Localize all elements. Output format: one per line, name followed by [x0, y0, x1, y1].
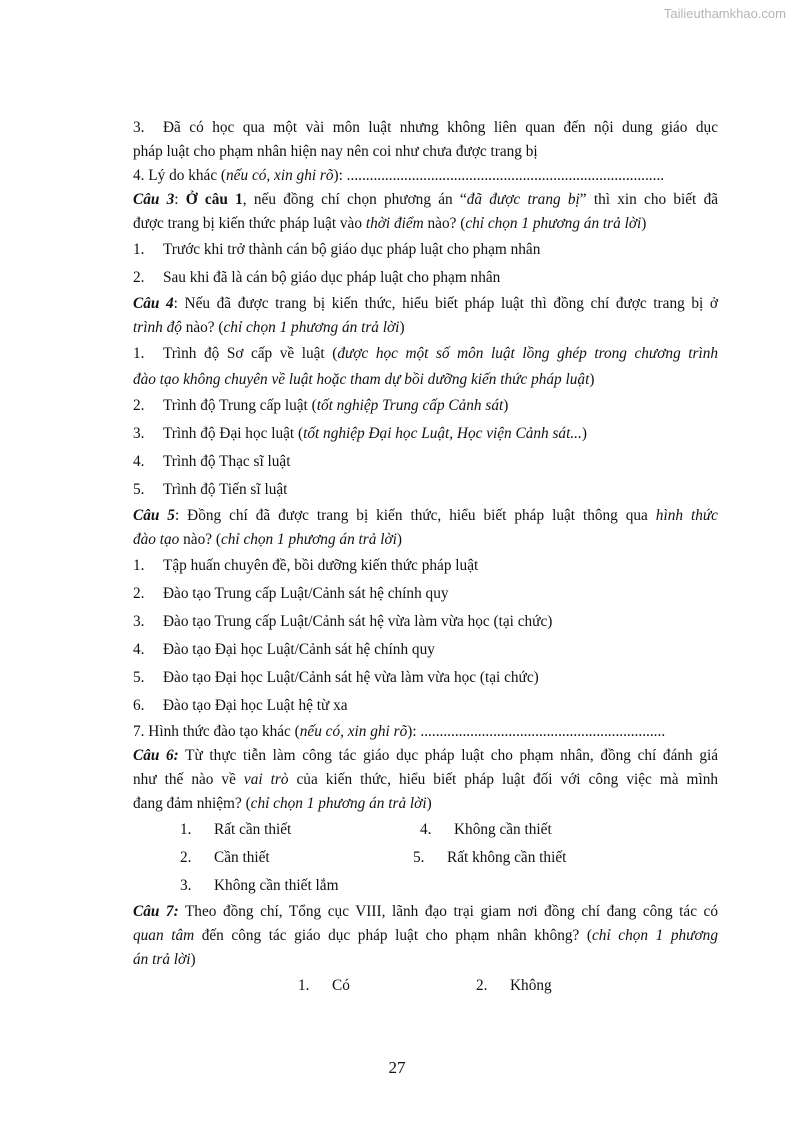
- option-number: 5.: [133, 481, 145, 498]
- option-number: 1.: [133, 557, 145, 574]
- text: quan tâm: [133, 927, 195, 944]
- option-text: Có: [332, 977, 350, 994]
- option-number: 2.: [180, 849, 192, 866]
- q2-option-3: [133, 116, 718, 140]
- q4-option-4: [133, 448, 718, 476]
- q6-option-4: [420, 816, 552, 844]
- option-text: Đào tạo Đại học Luật hệ từ xa: [163, 697, 348, 714]
- q7-options-row: [133, 972, 718, 1000]
- q6-option-2: [180, 844, 270, 872]
- text: 4. Lý do khác (: [133, 167, 227, 184]
- text: :: [174, 191, 186, 208]
- note: nếu có, xin ghi rõ: [299, 723, 408, 740]
- text: Ở câu 1: [185, 191, 243, 208]
- q4-option-2: [133, 392, 718, 420]
- text: chỉ chọn 1 phương án trả lời: [223, 319, 400, 336]
- option-text: Không: [510, 977, 552, 994]
- q7-question: [133, 900, 718, 924]
- text: trình độ: [133, 319, 182, 336]
- text: Từ thực tiễn làm công tác giáo dục pháp luật cho phạm nhân, đồng chí đánh giá: [178, 747, 719, 764]
- text: 7. Hình thức đào tạo khác (: [133, 723, 300, 740]
- document-body: [133, 116, 718, 1000]
- option-text: Đã có học qua một vài môn luật nhưng không liên quan đến nội dung giáo dục: [163, 119, 718, 136]
- q5-option-5: [133, 664, 718, 692]
- q4-question: [133, 292, 718, 316]
- q4-option-1: [133, 340, 718, 368]
- option-text: Trình độ Tiến sĩ luật: [163, 481, 288, 498]
- text: ): [399, 319, 405, 336]
- text: ): [426, 795, 432, 812]
- q7-option-2: [476, 972, 552, 1000]
- option-number: 2.: [476, 977, 488, 994]
- q7-question-cont-2: [133, 948, 718, 972]
- text: : Nếu đã được trang bị kiến thức, hiểu biết pháp luật thì đồng chí được trang bị ở: [173, 295, 718, 312]
- option-number: 3.: [133, 425, 145, 442]
- option-note: tốt nghiệp Trung cấp Cảnh sát: [316, 397, 504, 414]
- option-text: Trình độ Thạc sĩ luật: [163, 453, 291, 470]
- q2-option-3-cont: [133, 140, 718, 164]
- text: , nếu đồng chí chọn phương án “: [242, 191, 467, 208]
- text: ): ................................................................: [407, 723, 666, 740]
- q5-option-3: [133, 608, 718, 636]
- text: án trả lời: [133, 951, 191, 968]
- option-text: Trình độ Trung cấp luật (: [163, 397, 317, 414]
- option-note: tốt nghiệp Đại học Luật, Học viện Cảnh sát...: [303, 425, 582, 442]
- q4-question-cont: [133, 316, 718, 340]
- option-text: Đào tạo Đại học Luật/Cảnh sát hệ vừa làm vừa học (tại chức): [163, 669, 539, 686]
- q3-option-1: [133, 236, 718, 264]
- option-text: Rất không cần thiết: [447, 849, 567, 866]
- q5-option-1: [133, 552, 718, 580]
- option-text: Trình độ Sơ cấp về luật (: [163, 345, 338, 362]
- question-label: Câu 7:: [133, 903, 179, 920]
- option-number: 1.: [133, 345, 145, 362]
- option-number: 6.: [133, 697, 145, 714]
- option-text: Không cần thiết: [454, 821, 552, 838]
- option-number: 4.: [420, 821, 432, 838]
- q5-option-4: [133, 636, 718, 664]
- text: Theo đồng chí, Tổng cục VIII, lãnh đạo trại giam nơi đồng chí đang công tác có: [178, 903, 718, 920]
- text: ): [190, 951, 196, 968]
- option-note: đào tạo không chuyên về luật hoặc tham dự bồi dưỡng kiến thức pháp luật: [133, 371, 590, 388]
- option-number: 2.: [133, 397, 145, 414]
- q5-question-cont: [133, 528, 718, 552]
- option-number: 1.: [180, 821, 192, 838]
- option-text: Sau khi đã là cán bộ giáo dục pháp luật cho phạm nhân: [163, 269, 501, 286]
- option-text: Rất cần thiết: [214, 821, 292, 838]
- text: chỉ chọn 1 phương án trả lời: [465, 215, 642, 232]
- note: nếu có, xin ghi rõ: [226, 167, 334, 184]
- text: đến công tác giáo dục pháp luật cho phạm nhân không? (: [194, 927, 593, 944]
- page-number: 27: [388, 1058, 406, 1077]
- text: của kiến thức, hiểu biết pháp luật đối với công việc mà mình: [288, 771, 718, 788]
- option-number: 1.: [298, 977, 310, 994]
- option-text: Tập huấn chuyên đề, bồi dưỡng kiến thức pháp luật: [163, 557, 479, 574]
- q6-option-1: [180, 816, 291, 844]
- text: vai trò: [243, 771, 289, 788]
- question-label: Câu 3: [133, 191, 175, 208]
- option-text: Trình độ Đại học luật (: [163, 425, 304, 442]
- option-number: 2.: [133, 269, 145, 286]
- q6-options-row-2: [133, 844, 718, 872]
- text: ): [641, 215, 647, 232]
- text: ): [581, 425, 587, 442]
- text: chỉ chọn 1 phương án trả lời: [220, 531, 397, 548]
- option-text: pháp luật cho phạm nhân hiện nay nên coi như chưa được trang bị: [133, 143, 538, 160]
- text: : Đồng chí đã được trang bị kiến thức, hiểu biết pháp luật thông qua: [174, 507, 656, 524]
- q7-option-1: [298, 972, 350, 1000]
- q5-option-7: [133, 720, 718, 744]
- text: ” thì xin cho biết đã: [579, 191, 719, 208]
- text: nào? (: [181, 319, 224, 336]
- text: ): [589, 371, 595, 388]
- option-number: 5.: [133, 669, 145, 686]
- q6-question: [133, 744, 718, 768]
- option-number: 4.: [133, 641, 145, 658]
- q4-option-1-cont: [133, 368, 718, 392]
- q3-question-cont: [133, 212, 718, 236]
- text: chỉ chọn 1 phương án trả lời: [250, 795, 427, 812]
- text: ): ...................................................................................: [333, 167, 665, 184]
- option-number: 2.: [133, 585, 145, 602]
- q5-question: [133, 504, 718, 528]
- option-note: được học một số môn luật lồng ghép trong chương trình: [337, 345, 719, 362]
- q4-option-5: [133, 476, 718, 504]
- text: đào tạo: [133, 531, 180, 548]
- q7-question-cont: [133, 924, 718, 948]
- q6-options-row-1: [133, 816, 718, 844]
- text: được trang bị kiến thức pháp luật vào: [133, 215, 366, 232]
- option-number: 3.: [133, 119, 145, 136]
- text: đang đảm nhiệm? (: [133, 795, 251, 812]
- q6-options-row-3: [133, 872, 718, 900]
- q6-question-cont-2: [133, 792, 718, 816]
- question-label: Câu 4: [133, 295, 174, 312]
- text: hình thức: [655, 507, 718, 524]
- option-text: Cần thiết: [214, 849, 270, 866]
- option-text: Đào tạo Trung cấp Luật/Cảnh sát hệ chính quy: [163, 585, 449, 602]
- text: chỉ chọn 1 phương: [592, 927, 718, 944]
- text: đã được trang bị: [466, 191, 580, 208]
- option-text: Trước khi trở thành cán bộ giáo dục pháp luật cho phạm nhân: [163, 241, 541, 258]
- text: nào? (: [179, 531, 221, 548]
- q6-option-3: [180, 872, 338, 900]
- q6-question-cont: [133, 768, 718, 792]
- option-number: 1.: [133, 241, 145, 258]
- text: nào? (: [423, 215, 466, 232]
- option-text: Không cần thiết lắm: [214, 877, 339, 894]
- question-label: Câu 6:: [133, 747, 179, 764]
- q3-question: [133, 188, 718, 212]
- text: thời điểm: [365, 215, 424, 232]
- text: ): [396, 531, 402, 548]
- text: như thế nào về: [133, 771, 244, 788]
- option-text: Đào tạo Trung cấp Luật/Cảnh sát hệ vừa làm vừa học (tại chức): [163, 613, 553, 630]
- question-label: Câu 5: [133, 507, 175, 524]
- q5-option-6: [133, 692, 718, 720]
- option-number: 4.: [133, 453, 145, 470]
- q4-option-3: [133, 420, 718, 448]
- q5-option-2: [133, 580, 718, 608]
- watermark: Tailieuthamkhao.com: [663, 6, 786, 21]
- q3-option-2: [133, 264, 718, 292]
- option-number: 3.: [180, 877, 192, 894]
- text: ): [503, 397, 509, 414]
- q2-option-4: [133, 164, 718, 188]
- q6-option-5: [413, 844, 566, 872]
- option-number: 3.: [133, 613, 145, 630]
- option-text: Đào tạo Đại học Luật/Cảnh sát hệ chính quy: [163, 641, 435, 658]
- option-number: 5.: [413, 849, 425, 866]
